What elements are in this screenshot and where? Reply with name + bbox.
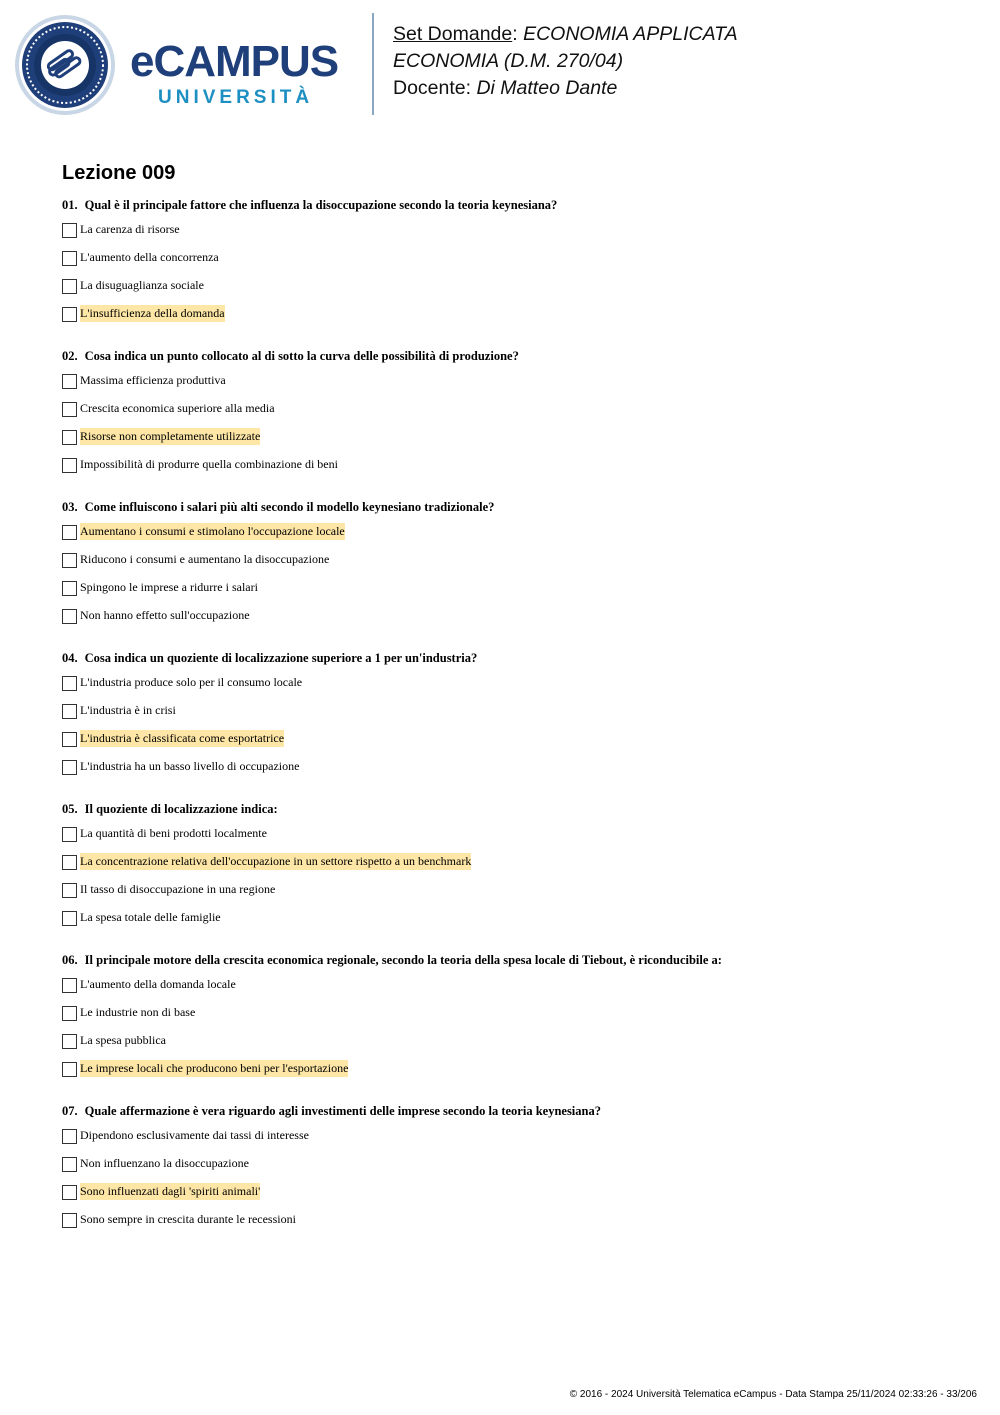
answer-label-correct: Le imprese locali che producono beni per l'esportazione [80, 1061, 349, 1075]
answer-label: L'aumento della domanda locale [80, 977, 236, 991]
teacher-line [393, 75, 983, 102]
header-divider [372, 13, 374, 115]
answer-checkbox[interactable] [62, 430, 77, 445]
answer-label: Dipendono esclusivamente dai tassi di interesse [80, 1128, 309, 1142]
answer-checkbox[interactable] [62, 1034, 77, 1049]
answer-option[interactable] [62, 400, 962, 428]
answer-option[interactable] [62, 249, 962, 277]
answer-checkbox[interactable] [62, 855, 77, 870]
ecampus-wordmark [130, 38, 360, 114]
answer-checkbox[interactable] [62, 911, 77, 926]
page-header [0, 0, 1000, 130]
answer-label: La spesa totale delle famiglie [80, 910, 221, 924]
answer-checkbox[interactable] [62, 827, 77, 842]
answer-options [62, 221, 962, 333]
question-prompt: Il quoziente di localizzazione indica: [84, 802, 278, 816]
question-text [62, 800, 962, 818]
answer-label: L'industria ha un basso livello di occupazione [80, 759, 300, 773]
answer-label: Crescita economica superiore alla media [80, 401, 275, 415]
answer-checkbox[interactable] [62, 1157, 77, 1172]
answer-option[interactable] [62, 881, 962, 909]
question-prompt: Il principale motore della crescita economica regionale, secondo la teoria della spesa locale di Tiebout, è riconducibile a: [84, 953, 722, 967]
answer-option[interactable] [62, 1127, 962, 1155]
teacher-name: Di Matteo Dante [476, 77, 618, 99]
answer-option[interactable] [62, 909, 962, 937]
answer-label: Non hanno effetto sull'occupazione [80, 608, 250, 622]
answer-checkbox[interactable] [62, 732, 77, 747]
answer-label: La carenza di risorse [80, 222, 180, 236]
question-text [62, 196, 962, 214]
question-text [62, 1102, 962, 1120]
teacher-label: Docente: [393, 77, 477, 99]
answer-label: L'industria è in crisi [80, 703, 176, 717]
answer-label-correct: Risorse non completamente utilizzate [80, 429, 261, 443]
answer-checkbox[interactable] [62, 553, 77, 568]
course-info [393, 21, 983, 102]
answer-option[interactable] [62, 702, 962, 730]
answer-option[interactable] [62, 221, 962, 249]
question-item [62, 196, 962, 347]
question-number: 07. [62, 1104, 78, 1118]
answer-option[interactable] [62, 1004, 962, 1032]
answer-option[interactable] [62, 551, 962, 579]
answer-label: Il tasso di disoccupazione in una regione [80, 882, 276, 896]
answer-option[interactable] [62, 277, 962, 305]
question-number: 06. [62, 953, 78, 967]
answer-option[interactable] [62, 1183, 962, 1211]
answer-checkbox[interactable] [62, 1006, 77, 1021]
answer-option[interactable] [62, 579, 962, 607]
answer-checkbox[interactable] [62, 223, 77, 238]
answer-checkbox[interactable] [62, 883, 77, 898]
question-item [62, 347, 962, 498]
question-number: 01. [62, 198, 78, 212]
answer-options [62, 976, 962, 1088]
answer-checkbox[interactable] [62, 374, 77, 389]
question-item [62, 800, 962, 951]
answer-checkbox[interactable] [62, 581, 77, 596]
answer-option[interactable] [62, 730, 962, 758]
ecampus-seal-logo [14, 14, 116, 116]
answer-label: La spesa pubblica [80, 1033, 166, 1047]
answer-option[interactable] [62, 523, 962, 551]
answer-options [62, 674, 962, 786]
answer-label: La disuguaglianza sociale [80, 278, 204, 292]
question-prompt: Quale affermazione è vera riguardo agli investimenti delle imprese secondo la teoria keynesiana? [84, 1104, 601, 1118]
question-prompt: Cosa indica un quoziente di localizzazione superiore a 1 per un'industria? [84, 651, 478, 665]
answer-checkbox[interactable] [62, 676, 77, 691]
answer-option[interactable] [62, 428, 962, 456]
answer-option[interactable] [62, 758, 962, 786]
answer-option[interactable] [62, 1211, 962, 1239]
answer-checkbox[interactable] [62, 609, 77, 624]
answer-checkbox[interactable] [62, 251, 77, 266]
answer-option[interactable] [62, 607, 962, 635]
question-text [62, 498, 962, 516]
answer-option[interactable] [62, 825, 962, 853]
set-separator: : [512, 23, 524, 45]
answer-label: Massima efficienza produttiva [80, 373, 226, 387]
page-footer: © 2016 - 2024 Università Telematica eCampus - Data Stampa 25/11/2024 02:33:26 - 33/206 [569, 1389, 977, 1400]
answer-label: Riducono i consumi e aumentano la disoccupazione [80, 552, 330, 566]
answer-option[interactable] [62, 674, 962, 702]
answer-label-correct: La concentrazione relativa dell'occupazione in un settore rispetto a un benchmark [80, 854, 472, 868]
lesson-title: Lezione 009 [62, 162, 176, 184]
answer-checkbox[interactable] [62, 525, 77, 540]
question-number: 04. [62, 651, 78, 665]
answer-checkbox[interactable] [62, 760, 77, 775]
answer-checkbox[interactable] [62, 402, 77, 417]
question-text [62, 951, 962, 969]
question-list [62, 196, 962, 1253]
answer-checkbox[interactable] [62, 307, 77, 322]
answer-checkbox[interactable] [62, 1062, 77, 1077]
question-item [62, 498, 962, 649]
answer-checkbox[interactable] [62, 279, 77, 294]
answer-options [62, 523, 962, 635]
question-item [62, 951, 962, 1102]
answer-checkbox[interactable] [62, 458, 77, 473]
answer-option[interactable] [62, 456, 962, 484]
answer-checkbox[interactable] [62, 978, 77, 993]
answer-options [62, 825, 962, 937]
question-prompt: Qual è il principale fattore che influenza la disoccupazione secondo la teoria keynesiana? [84, 198, 558, 212]
answer-option[interactable] [62, 1060, 962, 1088]
answer-option[interactable] [62, 372, 962, 400]
set-line [393, 21, 983, 48]
set-label: Set Domande [393, 23, 513, 45]
answer-checkbox[interactable] [62, 1185, 77, 1200]
answer-option[interactable] [62, 853, 962, 881]
question-text [62, 347, 962, 365]
answer-checkbox[interactable] [62, 1213, 77, 1228]
answer-option[interactable] [62, 305, 962, 333]
answer-checkbox[interactable] [62, 704, 77, 719]
course-name: ECONOMIA APPLICATA [523, 23, 738, 45]
question-number: 03. [62, 500, 78, 514]
answer-checkbox[interactable] [62, 1129, 77, 1144]
question-prompt: Cosa indica un punto collocato al di sotto la curva delle possibilità di produzione? [84, 349, 519, 363]
answer-option[interactable] [62, 1032, 962, 1060]
answer-label-correct: L'insufficienza della domanda [80, 306, 225, 320]
answer-options [62, 372, 962, 484]
answer-label: La quantità di beni prodotti localmente [80, 826, 267, 840]
question-item [62, 1102, 962, 1253]
answer-label: L'aumento della concorrenza [80, 250, 219, 264]
degree-name: ECONOMIA (D.M. 270/04) [393, 50, 624, 72]
answer-label: Impossibilità di produrre quella combinazione di beni [80, 457, 338, 471]
answer-label-correct: Sono influenzati dagli 'spiriti animali' [80, 1184, 261, 1198]
answer-options [62, 1127, 962, 1239]
brand-subtitle: UNIVERSITÀ [158, 87, 314, 108]
question-number: 05. [62, 802, 78, 816]
answer-label: L'industria produce solo per il consumo locale [80, 675, 303, 689]
answer-label: Non influenzano la disoccupazione [80, 1156, 249, 1170]
answer-option[interactable] [62, 976, 962, 1004]
answer-label: Sono sempre in crescita durante le recessioni [80, 1212, 296, 1226]
answer-label-correct: L'industria è classificata come esportatrice [80, 731, 285, 745]
answer-option[interactable] [62, 1155, 962, 1183]
question-text [62, 649, 962, 667]
brand-name: eCAMPUS [130, 37, 339, 86]
question-number: 02. [62, 349, 78, 363]
question-prompt: Come influiscono i salari più alti secondo il modello keynesiano tradizionale? [84, 500, 495, 514]
answer-label: Le industrie non di base [80, 1005, 196, 1019]
question-item [62, 649, 962, 800]
answer-label-correct: Aumentano i consumi e stimolano l'occupazione locale [80, 524, 345, 538]
answer-label: Spingono le imprese a ridurre i salari [80, 580, 258, 594]
